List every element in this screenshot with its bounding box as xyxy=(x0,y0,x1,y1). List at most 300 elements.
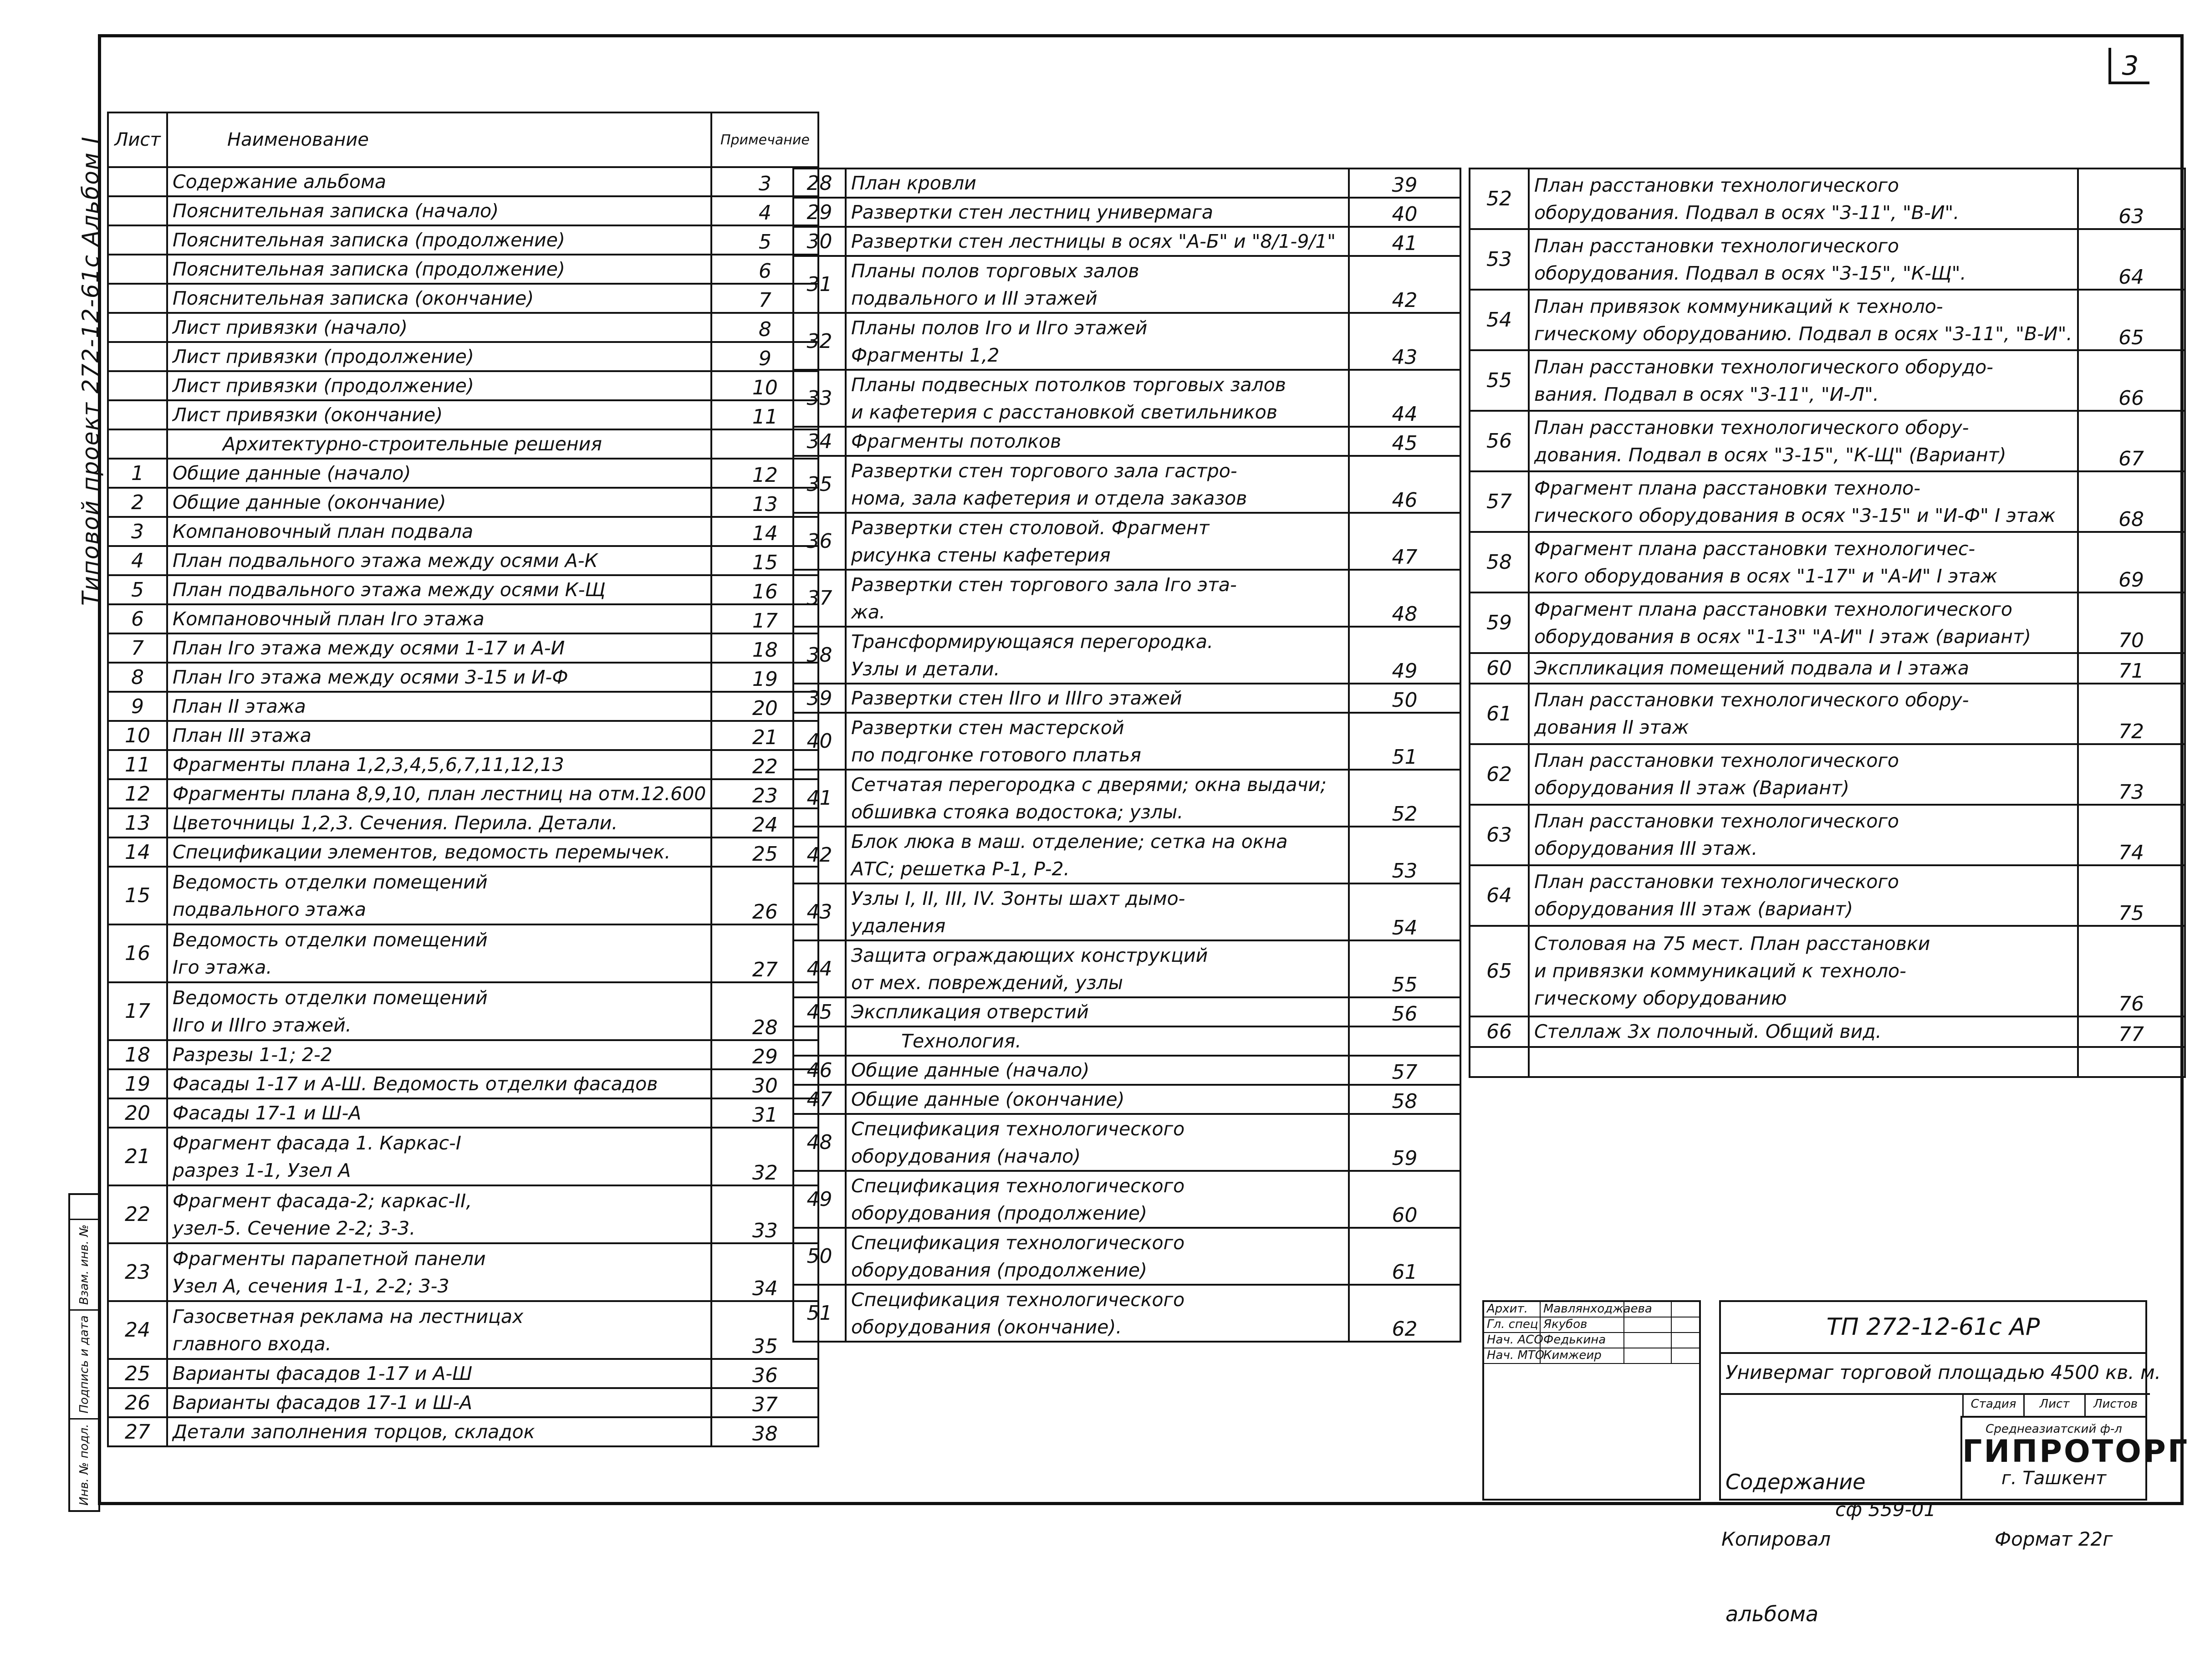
row-number: 9 xyxy=(108,692,167,721)
row-title-line: Фрагменты плана 8,9,10, план лестниц на отм.12.600 xyxy=(173,783,706,805)
row-sheet: 4 xyxy=(711,196,818,225)
table-row xyxy=(108,982,818,1040)
row-title xyxy=(846,169,1349,198)
row-sheet: 66 xyxy=(2078,350,2185,411)
row-title-line: Лист привязки (окончание) xyxy=(173,404,443,426)
row-title xyxy=(1529,805,2078,865)
table-row xyxy=(793,1026,1460,1056)
row-title xyxy=(167,255,711,284)
table-row xyxy=(108,459,818,488)
row-sheet: 68 xyxy=(2078,471,2185,532)
table-row xyxy=(793,1114,1460,1171)
row-title xyxy=(167,721,711,750)
row-title xyxy=(167,167,711,196)
row-title xyxy=(1529,169,2078,229)
row-number: 48 xyxy=(793,1114,846,1171)
table-row xyxy=(108,225,818,255)
table-row xyxy=(1470,532,2185,592)
row-title xyxy=(1529,290,2078,350)
row-title xyxy=(167,750,711,779)
row-number: 52 xyxy=(1470,169,1529,229)
row-title xyxy=(167,1098,711,1128)
row-number xyxy=(108,284,167,313)
row-title-line: Экспликация помещений подвала и I этажа xyxy=(1534,657,1970,679)
signature-name: Кимжеир xyxy=(1541,1348,1624,1363)
row-sheet: 29 xyxy=(711,1040,818,1069)
row-title-line: Компановочный план Iго этажа xyxy=(173,608,485,630)
row-title-line: Спецификация технологического xyxy=(851,1118,1185,1140)
row-title xyxy=(846,940,1349,997)
row-number: 12 xyxy=(108,779,167,808)
row-title-line: Фрагмент фасада-2; каркас-II, xyxy=(173,1190,472,1212)
row-number: 57 xyxy=(1470,471,1529,532)
row-sheet: 75 xyxy=(2078,865,2185,926)
row-title xyxy=(167,429,711,459)
row-sheet: 67 xyxy=(2078,411,2185,471)
row-sheet: 56 xyxy=(1349,997,1460,1026)
row-number: 43 xyxy=(793,883,846,940)
row-title-line: Фрагмент фасада 1. Каркас-I xyxy=(173,1132,461,1154)
row-title xyxy=(167,196,711,225)
signature-name: Мавлянходжаева xyxy=(1541,1302,1624,1317)
row-title-line: дования. Подвал в осях "3-15", "К-Щ" (Вариант) xyxy=(1534,444,2006,466)
row-number: 40 xyxy=(793,713,846,770)
row-title-line: Общие данные (начало) xyxy=(173,462,411,484)
table-row xyxy=(108,1388,818,1417)
signature-role: Нач. МТО xyxy=(1484,1348,1541,1363)
row-title xyxy=(846,456,1349,513)
row-title-line: План Iго этажа между осями 3-15 и И-Ф xyxy=(173,666,568,688)
table-row xyxy=(108,400,818,429)
row-number xyxy=(108,167,167,196)
row-number: 7 xyxy=(108,633,167,663)
row-title-line: дования II этаж xyxy=(1534,716,1689,738)
row-title-line: Разрезы 1-1; 2-2 xyxy=(173,1044,332,1066)
table-row xyxy=(793,1171,1460,1228)
row-title xyxy=(167,1185,711,1243)
table-row xyxy=(793,883,1460,940)
row-number: 8 xyxy=(108,663,167,692)
row-title-line: Фрагменты плана 1,2,3,4,5,6,7,11,12,13 xyxy=(173,754,564,776)
row-title-line: оборудования (начало) xyxy=(851,1145,1081,1167)
row-title-line: План расстановки технологического xyxy=(1534,750,1899,771)
row-sheet xyxy=(2078,1047,2185,1077)
row-title-line: вания. Подвал в осях "3-11", "И-Л". xyxy=(1534,383,1879,405)
table-row xyxy=(793,570,1460,627)
row-title xyxy=(167,633,711,663)
row-title-line: гическому оборудованию. Подвал в осях "3-11", "В-И". xyxy=(1534,322,2072,345)
row-number: 4 xyxy=(108,546,167,575)
row-title-line: Газосветная реклама на лестницах xyxy=(173,1305,524,1328)
row-title-line: План Iго этажа между осями 1-17 и А-И xyxy=(173,637,565,659)
org-branch: Среднеазиатский ф-л xyxy=(1986,1422,2122,1436)
row-title xyxy=(167,517,711,546)
table-row xyxy=(793,256,1460,313)
row-sheet: 44 xyxy=(1349,370,1460,427)
row-title-line: Столовая на 75 мест. План расстановки xyxy=(1534,933,1930,955)
contents-table-3 xyxy=(1469,168,2186,1078)
signature-row xyxy=(1484,1348,1699,1364)
row-title-line: План подвального этажа между осями А-К xyxy=(173,550,598,572)
row-title xyxy=(167,837,711,867)
row-number: 49 xyxy=(793,1171,846,1228)
row-title xyxy=(167,1388,711,1417)
row-sheet: 76 xyxy=(2078,926,2185,1017)
row-title-line: Пояснительная записка (начало) xyxy=(173,200,499,222)
row-number: 24 xyxy=(108,1301,167,1359)
row-number: 15 xyxy=(108,867,167,924)
signature-row xyxy=(1484,1333,1699,1348)
table-row xyxy=(108,517,818,546)
row-title xyxy=(846,997,1349,1026)
table-row xyxy=(108,633,818,663)
table-row xyxy=(1470,744,2185,805)
row-title-line: Варианты фасадов 1-17 и А-Ш xyxy=(173,1363,473,1384)
row-title-line: Цветочницы 1,2,3. Сечения. Перила. Детали. xyxy=(173,812,618,834)
row-number: 54 xyxy=(1470,290,1529,350)
row-number: 41 xyxy=(793,770,846,827)
row-title-line: Сетчатая перегородка с дверями; окна выдачи; xyxy=(851,773,1327,796)
row-sheet: 62 xyxy=(1349,1285,1460,1342)
row-number: 64 xyxy=(1470,865,1529,926)
row-title-line: разрез 1-1, Узел А xyxy=(173,1159,351,1181)
row-title xyxy=(846,770,1349,827)
row-sheet: 34 xyxy=(711,1243,818,1301)
row-title-line: оборудования. Подвал в осях "3-11", "В-И". xyxy=(1534,201,1960,224)
row-sheet: 71 xyxy=(2078,653,2185,684)
table-row xyxy=(108,1098,818,1128)
row-title xyxy=(1529,229,2078,290)
side-title: Типовой проект 272-12-61с Альбом I xyxy=(77,136,104,606)
row-number xyxy=(793,1026,846,1056)
row-number: 38 xyxy=(793,627,846,684)
row-title-line: и кафетерия с расстановкой светильников xyxy=(851,401,1278,423)
row-number: 35 xyxy=(793,456,846,513)
signature-role: Гл. спец xyxy=(1484,1317,1541,1332)
table-row xyxy=(108,779,818,808)
row-title xyxy=(846,1171,1349,1228)
signature-role: Архит. xyxy=(1484,1302,1541,1317)
row-number xyxy=(1470,1047,1529,1077)
signature-sign xyxy=(1624,1348,1672,1363)
table-row xyxy=(1470,350,2185,411)
row-sheet: 61 xyxy=(1349,1228,1460,1285)
row-number: 42 xyxy=(793,827,846,883)
row-title-line: подвального этажа xyxy=(173,898,367,920)
table-row xyxy=(793,1285,1460,1342)
stamp-cell: Подпись и дата xyxy=(70,1309,98,1418)
table-row xyxy=(108,750,818,779)
doc-number: сф 559-01 xyxy=(1835,1498,1936,1521)
row-sheet: 65 xyxy=(2078,290,2185,350)
row-title-line: Компановочный план подвала xyxy=(173,521,474,542)
row-title-line: Развертки стен лестниц универмага xyxy=(851,201,1213,223)
row-sheet: 52 xyxy=(1349,770,1460,827)
sheet-label: Лист xyxy=(2023,1393,2084,1416)
table-row xyxy=(1470,471,2185,532)
row-number: 47 xyxy=(793,1085,846,1114)
row-number xyxy=(108,342,167,371)
signature-grid xyxy=(1482,1300,1701,1501)
row-title-line: Узлы I, II, III, IV. Зонты шахт дымо- xyxy=(851,887,1185,909)
row-title xyxy=(167,779,711,808)
table-row xyxy=(793,684,1460,713)
table-row xyxy=(108,488,818,517)
row-number: 1 xyxy=(108,459,167,488)
row-sheet: 40 xyxy=(1349,198,1460,227)
row-title xyxy=(167,342,711,371)
row-number: 26 xyxy=(108,1388,167,1417)
row-sheet: 37 xyxy=(711,1388,818,1417)
row-title xyxy=(167,1417,711,1446)
table-row xyxy=(793,169,1460,198)
org-city: г. Ташкент xyxy=(2001,1468,2107,1489)
row-title-line: Фасады 17-1 и Ш-А xyxy=(173,1102,362,1124)
table-row xyxy=(108,663,818,692)
row-title-line: оборудования в осях "1-13" "А-И" I этаж (вариант) xyxy=(1534,625,2031,648)
row-number: 37 xyxy=(793,570,846,627)
row-sheet: 33 xyxy=(711,1185,818,1243)
row-title xyxy=(846,1056,1349,1085)
row-sheet: 77 xyxy=(2078,1016,2185,1047)
row-title-line: Спецификации элементов, ведомость перемычек. xyxy=(173,841,671,863)
row-title-line: План III этажа xyxy=(173,725,311,746)
row-sheet: 17 xyxy=(711,604,818,633)
row-sheet: 12 xyxy=(711,459,818,488)
table-row xyxy=(108,575,818,604)
row-title-line: Спецификация технологического xyxy=(851,1174,1185,1197)
row-title-line: Технология. xyxy=(901,1030,1021,1052)
row-title-line: Развертки стен торгового зала гастро- xyxy=(851,460,1237,482)
row-number: 51 xyxy=(793,1285,846,1342)
stamp-cell: Инв. № подл. xyxy=(70,1418,98,1510)
table-row xyxy=(1470,169,2185,229)
row-title xyxy=(846,1285,1349,1342)
row-title xyxy=(846,627,1349,684)
row-title-line: подвального и III этажей xyxy=(851,287,1097,309)
table-row xyxy=(108,604,818,633)
row-title-line: План II этажа xyxy=(173,695,306,717)
row-sheet: 72 xyxy=(2078,684,2185,744)
row-sheet: 22 xyxy=(711,750,818,779)
table-row xyxy=(793,313,1460,370)
row-sheet: 14 xyxy=(711,517,818,546)
row-title-line: оборудования (окончание). xyxy=(851,1316,1122,1338)
table-row xyxy=(1470,1016,2185,1047)
row-sheet: 38 xyxy=(711,1417,818,1446)
contents-table-2 xyxy=(792,168,1461,1343)
row-number: 11 xyxy=(108,750,167,779)
table-row xyxy=(108,1185,818,1243)
row-sheet: 32 xyxy=(711,1128,818,1185)
row-sheet: 27 xyxy=(711,924,818,982)
header-name: Наименование xyxy=(167,112,711,167)
row-title-line: Защита ограждающих конструкций xyxy=(851,944,1208,966)
organization xyxy=(1962,1416,2190,1499)
row-sheet: 43 xyxy=(1349,313,1460,370)
row-number xyxy=(108,196,167,225)
row-title-line: АТС; решетка Р-1, Р-2. xyxy=(851,858,1070,880)
row-title xyxy=(846,713,1349,770)
row-sheet: 15 xyxy=(711,546,818,575)
row-title xyxy=(1529,471,2078,532)
row-title-line: оборудования III этаж (вариант) xyxy=(1534,898,1853,920)
row-title-line: и привязки коммуникаций к техноло- xyxy=(1534,960,1906,982)
table-row xyxy=(793,627,1460,684)
table-row xyxy=(793,1228,1460,1285)
row-number: 22 xyxy=(108,1185,167,1243)
signature-row xyxy=(1484,1302,1699,1317)
signature-name: Федькина xyxy=(1541,1333,1624,1348)
row-number: 65 xyxy=(1470,926,1529,1017)
row-title xyxy=(846,1085,1349,1114)
row-number: 19 xyxy=(108,1069,167,1098)
row-sheet: 46 xyxy=(1349,456,1460,513)
row-title xyxy=(167,1243,711,1301)
row-sheet: 18 xyxy=(711,633,818,663)
row-title-line: Блок люка в маш. отделение; сетка на окна xyxy=(851,830,1288,853)
row-title xyxy=(167,1069,711,1098)
signature-sign xyxy=(1624,1333,1672,1348)
table-row xyxy=(793,827,1460,883)
row-title-line: Ведомость отделки помещений xyxy=(173,871,488,893)
table-row xyxy=(1470,1047,2185,1077)
row-title xyxy=(846,1228,1349,1285)
row-title-line: Содержание альбома xyxy=(173,171,386,193)
row-sheet: 10 xyxy=(711,371,818,400)
row-title-line: Фрагмент плана расстановки технологичес- xyxy=(1534,537,1975,560)
table-row xyxy=(1470,592,2185,653)
row-sheet: 39 xyxy=(1349,169,1460,198)
row-title-line: План привязок коммуникаций к техноло- xyxy=(1534,295,1943,317)
row-sheet: 57 xyxy=(1349,1056,1460,1085)
signature-sign xyxy=(1624,1317,1672,1332)
row-number xyxy=(108,225,167,255)
format-label: Формат 22г xyxy=(1995,1528,2113,1550)
row-number: 29 xyxy=(793,198,846,227)
row-sheet: 6 xyxy=(711,255,818,284)
row-title xyxy=(167,924,711,982)
row-title-line: Фрагмент плана расстановки технологического xyxy=(1534,598,2012,620)
row-title-line: Лист привязки (начало) xyxy=(173,317,408,338)
row-title xyxy=(167,692,711,721)
row-title xyxy=(846,198,1349,227)
row-number: 20 xyxy=(108,1098,167,1128)
row-number: 55 xyxy=(1470,350,1529,411)
row-title xyxy=(1529,653,2078,684)
row-sheet: 58 xyxy=(1349,1085,1460,1114)
row-title-line: IIго и IIIго этажей. xyxy=(173,1014,352,1036)
row-title-line: кого оборудования в осях "1-17" и "А-И" I этаж xyxy=(1534,565,1998,587)
row-sheet: 25 xyxy=(711,837,818,867)
table-row xyxy=(793,940,1460,997)
row-sheet: 36 xyxy=(711,1359,818,1388)
row-title-line: Пояснительная записка (продолжение) xyxy=(173,229,565,251)
table-row xyxy=(793,1085,1460,1114)
row-title xyxy=(846,370,1349,427)
row-title xyxy=(167,663,711,692)
row-number: 45 xyxy=(793,997,846,1026)
row-title-line: План расстановки технологического xyxy=(1534,174,1899,196)
row-title-line: Планы полов торговых залов xyxy=(851,260,1139,282)
row-title xyxy=(846,684,1349,713)
row-sheet: 23 xyxy=(711,779,818,808)
row-sheet: 35 xyxy=(711,1301,818,1359)
row-title xyxy=(167,284,711,313)
header-note: Примечание xyxy=(711,112,818,167)
stage-label: Стадия xyxy=(1962,1393,2023,1416)
row-title xyxy=(1529,744,2078,805)
row-title-line: План расстановки технологического xyxy=(1534,871,1899,893)
row-number: 44 xyxy=(793,940,846,997)
row-title xyxy=(1529,926,2078,1017)
row-sheet: 60 xyxy=(1349,1171,1460,1228)
row-title-line: от мех. повреждений, узлы xyxy=(851,971,1123,994)
row-title-line: Планы подвесных потолков торговых залов xyxy=(851,373,1286,396)
row-number xyxy=(108,313,167,342)
row-sheet: 59 xyxy=(1349,1114,1460,1171)
row-title-line: Лист привязки (продолжение) xyxy=(173,375,474,397)
table-row xyxy=(108,342,818,371)
row-title-line: Узел А, сечения 1-1, 2-2; 3-3 xyxy=(173,1275,449,1297)
table-row xyxy=(108,1359,818,1388)
row-title xyxy=(167,459,711,488)
table-row xyxy=(793,227,1460,256)
row-number: 23 xyxy=(108,1243,167,1301)
row-sheet: 69 xyxy=(2078,532,2185,592)
table-row xyxy=(108,867,818,924)
row-sheet: 74 xyxy=(2078,805,2185,865)
row-number: 16 xyxy=(108,924,167,982)
row-title-line: Развертки стен столовой. Фрагмент xyxy=(851,516,1210,539)
row-title xyxy=(846,427,1349,456)
row-number: 34 xyxy=(793,427,846,456)
row-title-line: Узлы и детали. xyxy=(851,658,1000,680)
row-sheet: 64 xyxy=(2078,229,2185,290)
table-row xyxy=(793,997,1460,1026)
row-number: 32 xyxy=(793,313,846,370)
table-row xyxy=(108,167,818,196)
row-title-line: Общие данные (начало) xyxy=(851,1059,1090,1081)
row-sheet: 5 xyxy=(711,225,818,255)
row-title xyxy=(1529,1016,2078,1047)
row-number: 59 xyxy=(1470,592,1529,653)
row-title-line: Планы полов Iго и IIго этажей xyxy=(851,317,1148,339)
row-sheet: 11 xyxy=(711,400,818,429)
row-sheet: 48 xyxy=(1349,570,1460,627)
row-number: 28 xyxy=(793,169,846,198)
row-title-line: План расстановки технологического xyxy=(1534,810,1899,832)
row-title xyxy=(167,982,711,1040)
row-title-line: Ведомость отделки помещений xyxy=(173,929,488,951)
row-title-line: оборудования II этаж (Вариант) xyxy=(1534,777,1850,799)
table-row xyxy=(108,1040,818,1069)
table-row xyxy=(1470,411,2185,471)
table-row xyxy=(793,770,1460,827)
table-row xyxy=(108,255,818,284)
row-number xyxy=(108,400,167,429)
contents-label: Содержание альбома xyxy=(1721,1416,1962,1499)
row-title xyxy=(846,227,1349,256)
row-title-line: по подгонке готового платья xyxy=(851,744,1141,766)
row-number: 18 xyxy=(108,1040,167,1069)
signature-sign xyxy=(1624,1302,1672,1317)
row-sheet: 55 xyxy=(1349,940,1460,997)
table-row xyxy=(108,1069,818,1098)
row-title xyxy=(1529,592,2078,653)
row-title-line: Детали заполнения торцов, складок xyxy=(173,1421,535,1443)
row-number xyxy=(108,371,167,400)
